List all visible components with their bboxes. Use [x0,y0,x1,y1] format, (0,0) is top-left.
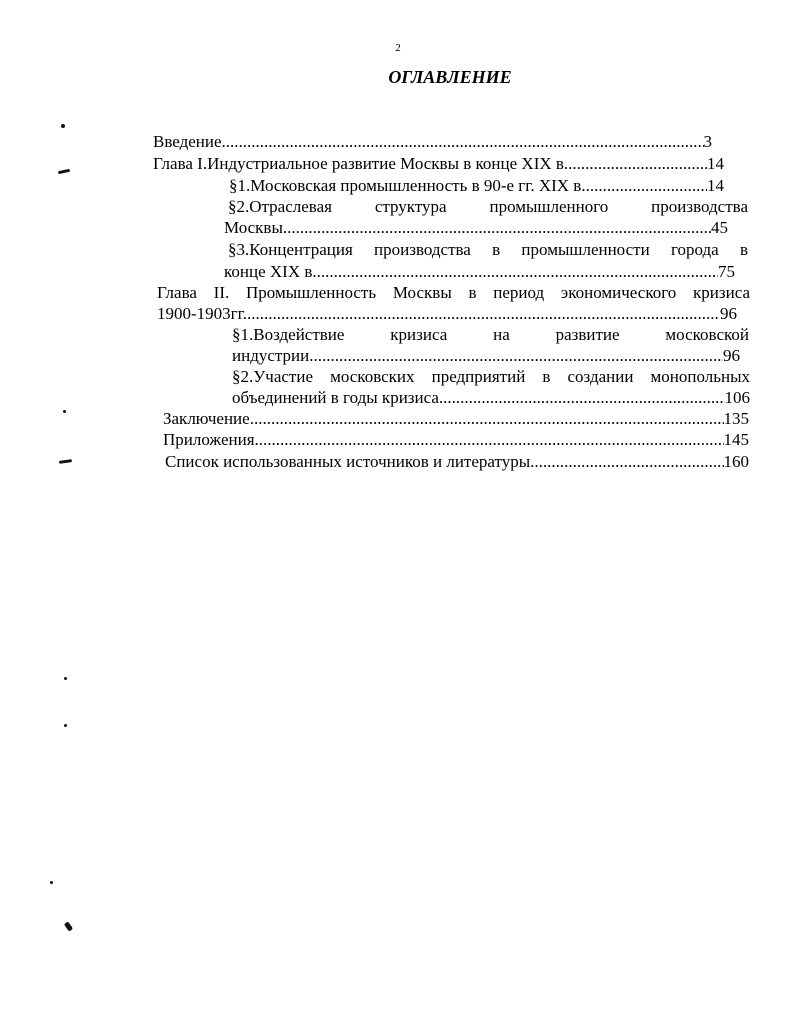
dot-leader [568,153,707,175]
dot-leader [222,131,704,153]
toc-entry-page: 160 [723,452,749,471]
toc-entry-page: 3 [703,132,712,151]
toc-entry-page: 106 [724,388,750,407]
toc-entry-ch1-section-2-line2 [224,217,728,239]
toc-entry-title: Москвы [224,218,283,237]
dot-leader [247,303,720,325]
toc-entry-title: Введение [153,132,222,151]
toc-entry-ch2-section-1-line1: §1.Воздействие кризиса на развитие московской [232,325,749,344]
toc-entry-title: конце XIX в. [224,262,317,281]
toc-entry-page: 96 [720,304,737,323]
dot-leader [317,261,718,283]
scan-speck [64,677,67,680]
scan-speck [61,124,65,128]
toc-entry-title: 1900-1903гг. [157,304,247,323]
dot-leader [530,451,723,473]
toc-entry-title: Список использованных источников и литературы [165,452,531,471]
toc-entry-ch1-section-1 [229,175,724,197]
toc-entry-ch2-section-2-line1: §2.Участие московских предприятий в создании монопольных [232,367,750,386]
toc-entry-chapter-2-line1: Глава II. Промышленность Москвы в период экономического кризиса [157,283,750,302]
dot-leader [250,408,724,430]
page-number: 2 [395,42,401,54]
toc-entry-ch1-section-3-line2 [224,261,735,283]
toc-entry-ch2-section-1-line2 [232,345,740,367]
toc-entry-chapter-2-line2 [157,303,737,325]
toc-entry-title: индустрии [232,346,310,365]
toc-entry-sources [165,451,749,473]
toc-entry-page: 96 [723,346,740,365]
toc-entry-page: 45 [711,218,728,237]
dot-leader [309,345,723,367]
toc-entry-chapter-1 [153,153,724,175]
dot-leader [283,217,711,239]
toc-entry-appendix [163,429,749,451]
dot-leader [586,175,707,197]
scan-speck [63,410,66,413]
dot-leader [255,429,724,451]
toc-entry-ch1-section-2-line1: §2.Отраслевая структура промышленного производства [228,197,748,216]
page-heading: ОГЛАВЛЕНИЕ [388,67,512,87]
toc-entry-ch2-section-2-line2 [232,387,750,409]
scan-speck [50,881,53,884]
toc-entry-title: Приложения [163,430,255,449]
toc-entry-page: 14 [707,154,724,173]
toc-entry-title: §1.Московская промышленность в 90-е гг. XIX в. [229,176,586,195]
toc-entry-page: 75 [718,262,735,281]
toc-entry-intro [153,131,712,153]
toc-entry-conclusion [163,408,749,430]
toc-entry-page: 14 [707,176,724,195]
toc-entry-page: 135 [723,409,749,428]
toc-entry-title: Заключение [163,409,250,428]
toc-entry-ch1-section-3-line1: §3.Концентрация производства в промышленности города в [228,240,748,259]
toc-entry-title: объединений в годы кризиса [232,388,439,407]
toc-entry-page: 145 [723,430,749,449]
scan-speck [64,724,67,727]
dot-leader [439,387,725,409]
toc-entry-title: Глава I.Индустриальное развитие Москвы в конце XIX в. [153,154,569,173]
